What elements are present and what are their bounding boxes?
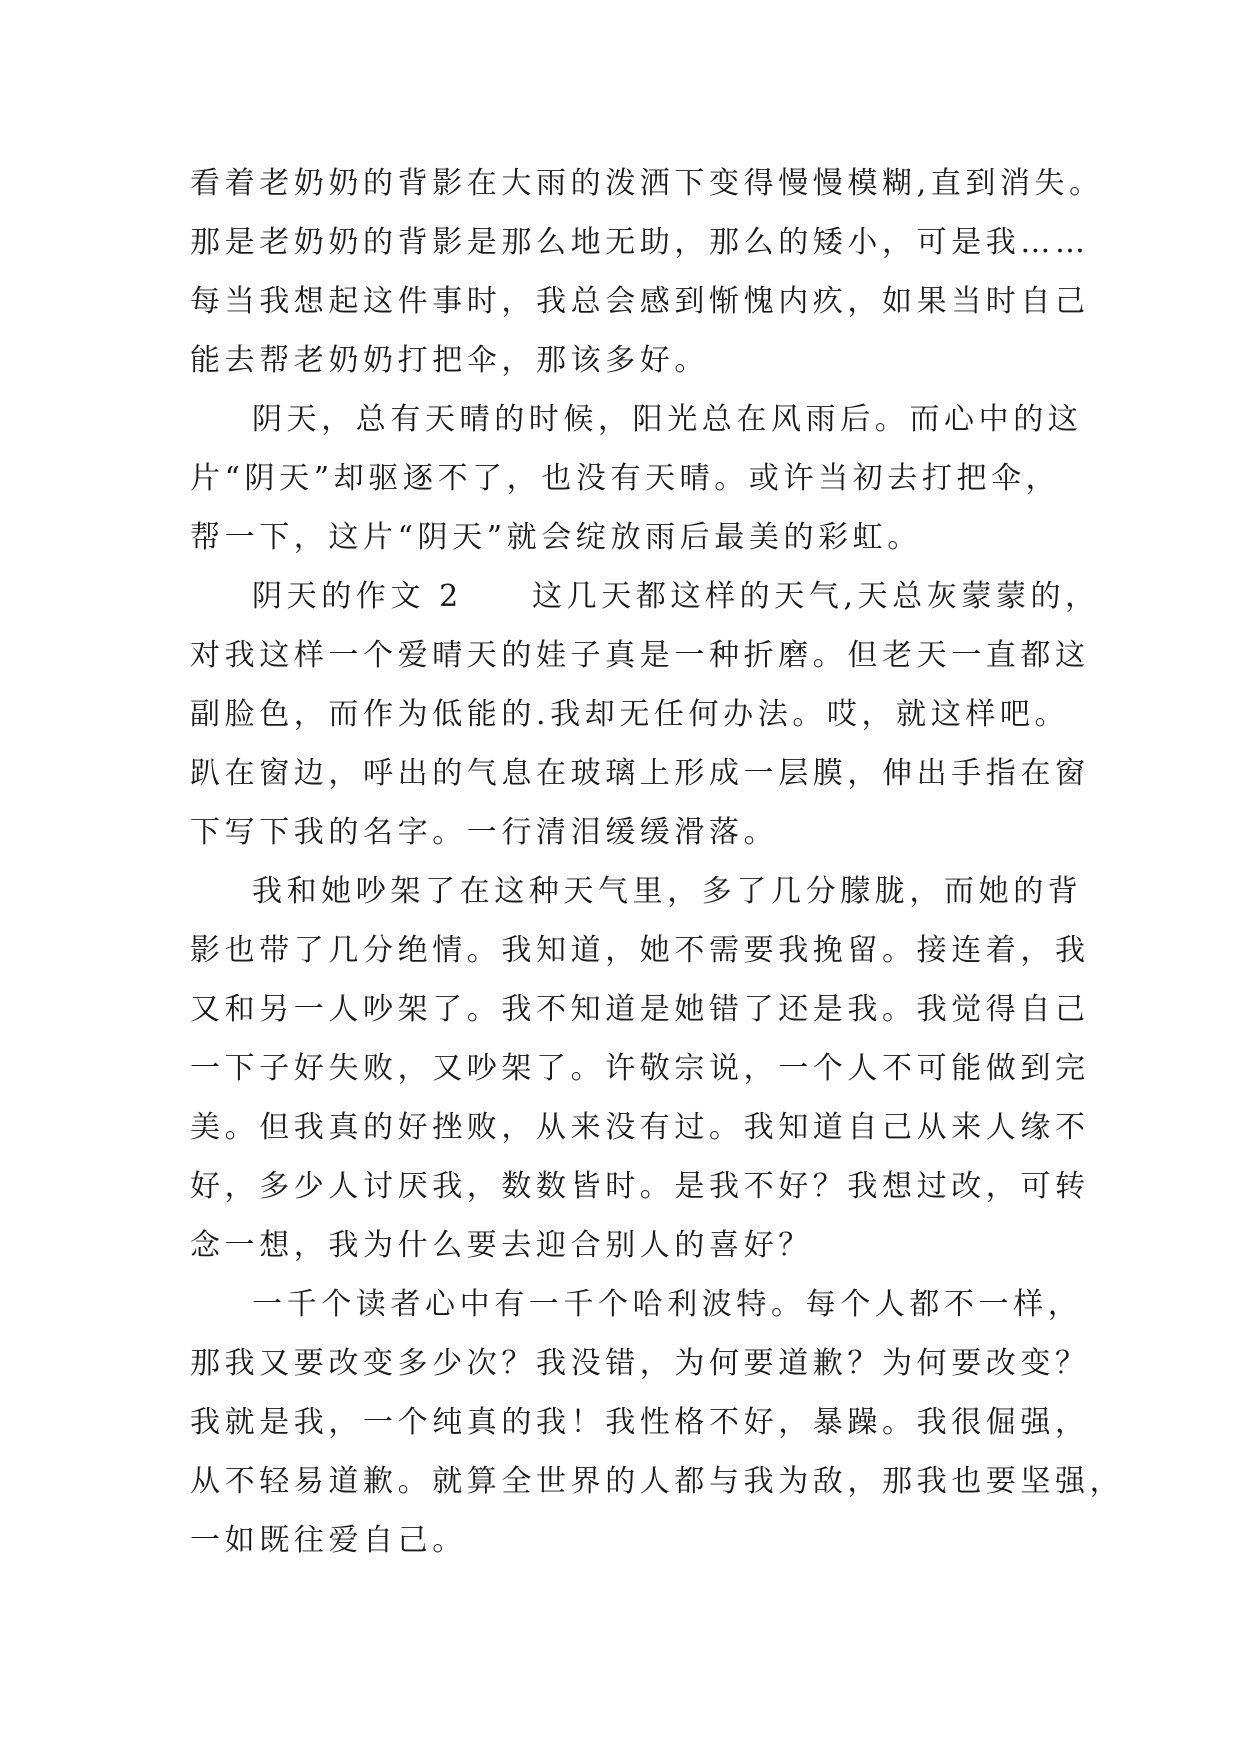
text-line-18: 好，多少人讨厌我，数数皆时。是我不好？我想过改，可转 <box>190 1169 1090 1204</box>
text-line-20: 一千个读者心中有一千个哈利波特。每个人都不一样， <box>252 1287 1083 1322</box>
text-line-11: 趴在窗边，呼出的气息在玻璃上形成一层膜，伸出手指在窗 <box>190 756 1090 791</box>
text-line-24: 一如既往爱自己。 <box>190 1523 467 1558</box>
text-line-5: 阴天，总有天晴的时候，阳光总在风雨后。而心中的这 <box>252 402 1083 437</box>
text-line-7: 帮一下，这片“阴天”就会绽放雨后最美的彩虹。 <box>190 520 922 555</box>
text-line-22: 我就是我，一个纯真的我！我性格不好，暴躁。我很倔强， <box>190 1405 1090 1440</box>
text-line-3: 每当我想起这件事时，我总会感到惭愧内疚，如果当时自己 <box>190 284 1090 319</box>
text-line-4: 能去帮老奶奶打把伞，那该多好。 <box>190 343 709 378</box>
text-line-8: 阴天的作文 2 这几天都这样的天气,天总灰蒙蒙的， <box>252 579 1100 614</box>
text-line-15: 又和另一人吵架了。我不知道是她错了还是我。我觉得自己 <box>190 992 1090 1027</box>
text-line-23: 从不轻易道歉。就算全世界的人都与我为敌，那我也要坚强， <box>190 1464 1125 1499</box>
text-line-6: 片“阴天”却驱逐不了，也没有天晴。或许当初去打把伞， <box>190 461 1061 496</box>
text-line-16: 一下子好失败，又吵架了。许敬宗说，一个人不可能做到完 <box>190 1051 1090 1086</box>
text-line-19: 念一想，我为什么要去迎合别人的喜好？ <box>190 1228 813 1263</box>
text-line-14: 影也带了几分绝情。我知道，她不需要我挽留。接连着，我 <box>190 933 1090 968</box>
text-line-17: 美。但我真的好挫败，从来没有过。我知道自己从来人缘不 <box>190 1110 1090 1145</box>
text-line-12: 下写下我的名字。一行清泪缓缓滑落。 <box>190 815 779 850</box>
text-line-2: 那是老奶奶的背影是那么地无助，那么的矮小，可是我…… <box>190 225 1090 260</box>
text-line-13: 我和她吵架了在这种天气里，多了几分朦胧，而她的背 <box>252 874 1083 909</box>
text-line-21: 那我又要改变多少次？我没错，为何要道歉？为何要改变？ <box>190 1346 1090 1381</box>
text-line-9: 对我这样一个爱晴天的娃子真是一种折磨。但老天一直都这 <box>190 638 1090 673</box>
text-line-1: 看着老奶奶的背影在大雨的泼洒下变得慢慢模糊,直到消失。 <box>190 166 1104 201</box>
text-line-10: 副脸色，而作为低能的.我却无任何办法。哎，就这样吧。 <box>190 697 1070 732</box>
